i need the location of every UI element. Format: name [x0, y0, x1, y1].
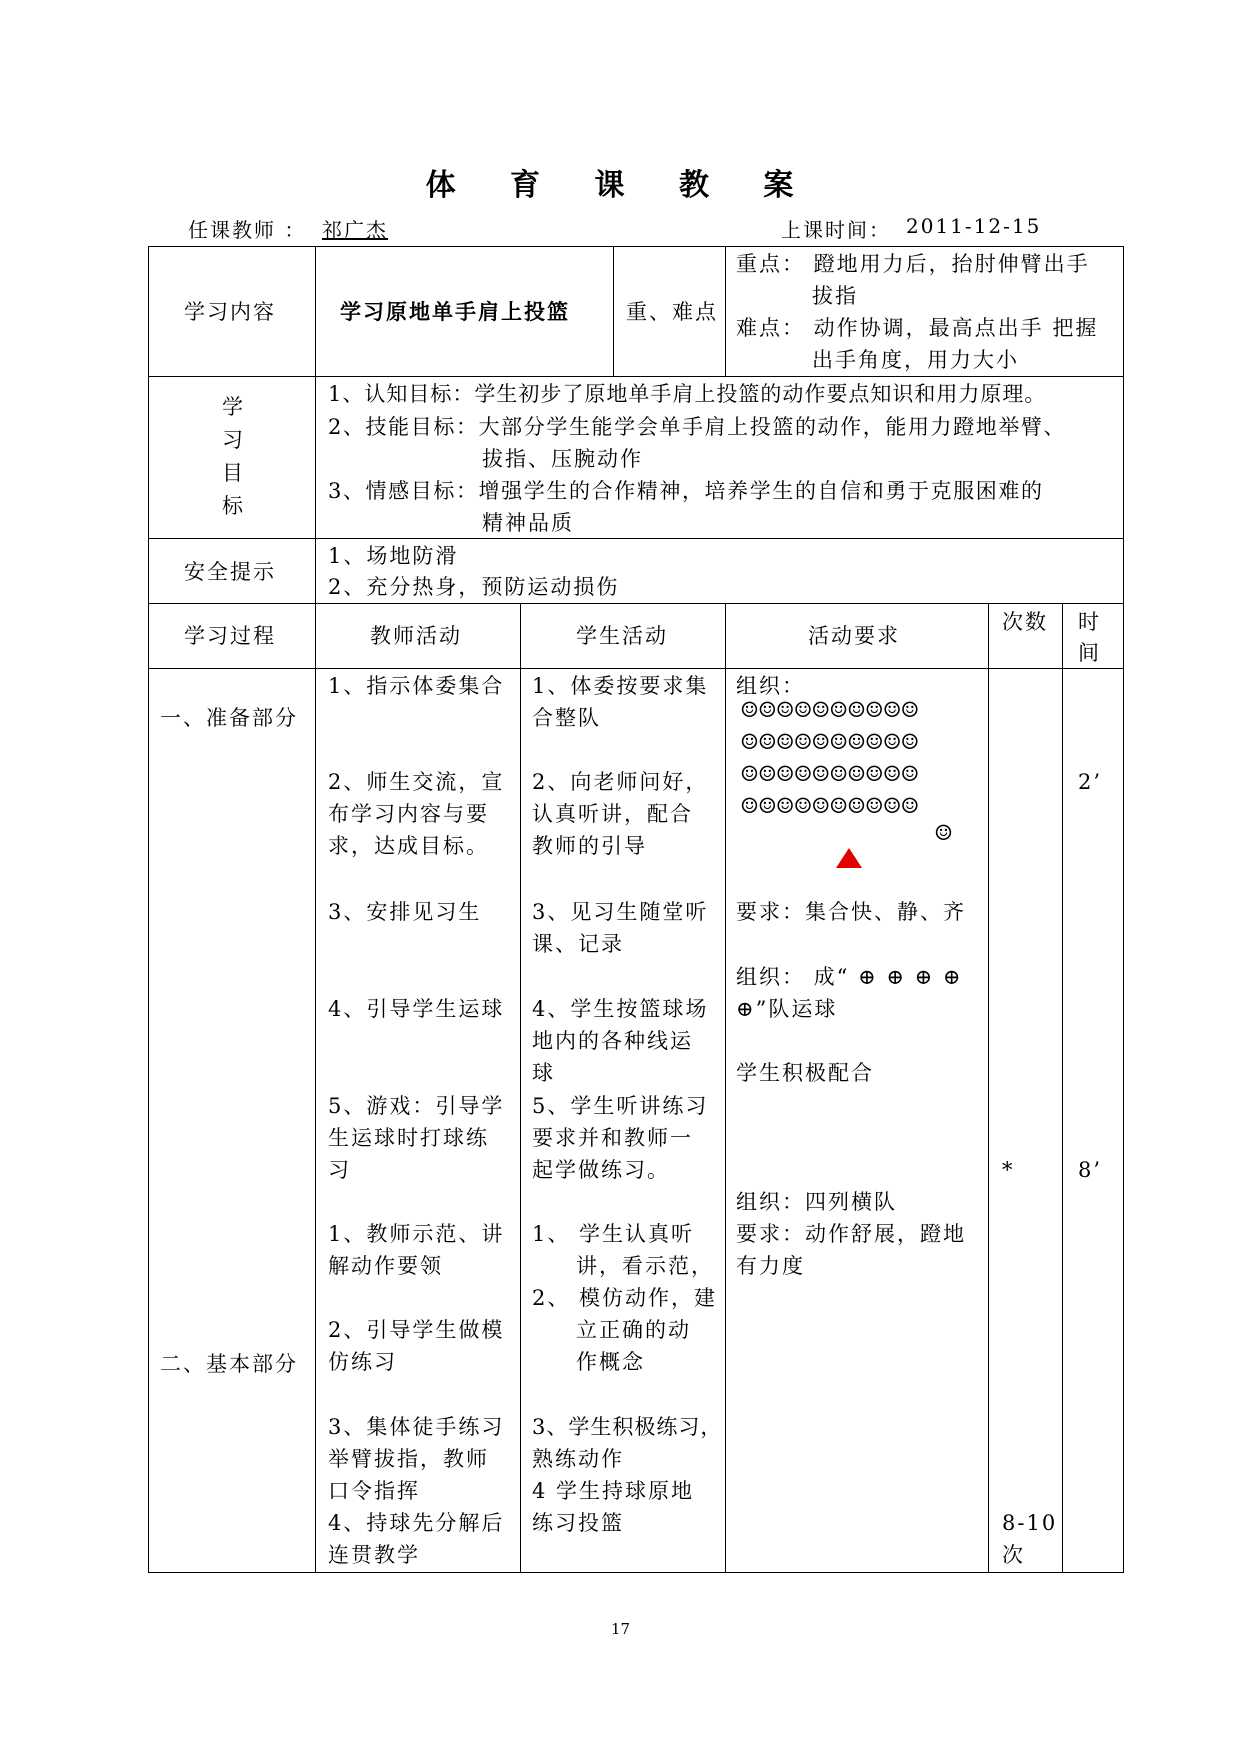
date-value: 2011-12-15 [906, 214, 1042, 238]
formation-row: ☺☺☺☺☺☺☺☺☺☺ [740, 794, 919, 818]
student-line: 教师的引导 [532, 834, 647, 858]
goal-line: 精神品质 [482, 511, 574, 535]
teacher-line: 求，达成目标。 [328, 834, 489, 858]
date-label: 上课时间： [781, 218, 891, 242]
goals-label-char: 标 [222, 494, 245, 518]
student-line: 1、 学生认真听 [532, 1222, 695, 1246]
student-line: 4 学生持球原地 [532, 1479, 695, 1503]
teacher-line: 习 [328, 1158, 351, 1182]
teacher-name: 祁广杰 [322, 218, 388, 242]
count-value: * [1002, 1158, 1015, 1182]
teacher-line: 仿练习 [328, 1350, 397, 1374]
page-title: 体 育 课 教 案 [425, 168, 816, 203]
student-line: 球 [532, 1061, 555, 1085]
formation-row: ☺☺☺☺☺☺☺☺☺☺ [740, 730, 919, 754]
key-point-line: 拔指 [812, 284, 858, 308]
student-line: 作概念 [576, 1350, 645, 1374]
teacher-line: 3、集体徒手练习 [328, 1415, 505, 1439]
key-points-label: 重、难点 [626, 300, 718, 324]
goals-label-char: 习 [222, 428, 245, 452]
teacher-line: 解动作要领 [328, 1254, 443, 1278]
time-value: 8’ [1078, 1158, 1103, 1182]
count-value: 次 [1002, 1543, 1025, 1567]
row-divider [148, 538, 1124, 539]
section-basic: 二、基本部分 [160, 1352, 298, 1376]
page-number: 17 [610, 1620, 631, 1638]
teacher-line: 布学习内容与要 [328, 802, 489, 826]
student-line: 合整队 [532, 706, 601, 730]
header-require: 活动要求 [808, 624, 900, 648]
student-line: 熟练动作 [532, 1447, 624, 1471]
header-teacher: 教师活动 [370, 624, 462, 648]
teacher-line: 1、教师示范、讲 [328, 1222, 505, 1246]
key-point-line: 重点： 蹬地用力后，抬肘伸臂出手 [736, 252, 1090, 276]
teacher-line: 口令指挥 [328, 1479, 420, 1503]
goals-label-char: 目 [222, 461, 245, 485]
header-student: 学生活动 [576, 624, 668, 648]
column-divider [1062, 603, 1063, 1573]
require-line: 学生积极配合 [736, 1061, 874, 1085]
teacher-line: 生运球时打球练 [328, 1126, 489, 1150]
student-line: 2、 模仿动作，建 [532, 1286, 718, 1310]
require-line: 要求：动作舒展，蹬地 [736, 1222, 966, 1246]
formation-row: ☺☺☺☺☺☺☺☺☺☺ [740, 762, 919, 786]
teacher-line: 4、引导学生运球 [328, 997, 505, 1021]
teacher-line: 1、指示体委集合 [328, 674, 505, 698]
teacher-position-triangle-icon [836, 848, 862, 868]
teacher-line: 连贯教学 [328, 1543, 420, 1567]
require-line: 组织：四列横队 [736, 1190, 897, 1214]
student-line: 起学做练习。 [532, 1158, 670, 1182]
formation-marker: ☺ [934, 821, 952, 845]
student-line: 3、学生积极练习， [532, 1415, 723, 1439]
teacher-line: 3、安排见习生 [328, 900, 482, 924]
row-divider [148, 668, 1124, 669]
teacher-label: 任课教师 ： [188, 218, 307, 242]
column-divider [725, 603, 726, 1573]
safety-line: 1、场地防滑 [328, 544, 459, 568]
student-line: 练习投篮 [532, 1511, 624, 1535]
require-line: 要求：集合快、静、齐 [736, 900, 966, 924]
section-prep: 一、准备部分 [160, 706, 298, 730]
require-line: 组织： 成“ ⊕ ⊕ ⊕ ⊕ [736, 965, 963, 989]
goal-line: 拔指、压腕动作 [482, 447, 643, 471]
require-line: ⊕”队运球 [736, 997, 838, 1021]
teacher-line: 5、游戏：引导学 [328, 1094, 505, 1118]
student-line: 认真听讲，配合 [532, 802, 693, 826]
row-divider [148, 603, 1124, 604]
student-line: 立正确的动 [576, 1318, 691, 1342]
goals-label-char: 学 [222, 395, 245, 419]
goal-line: 2、技能目标：大部分学生能学会单手肩上投篮的动作，能用力蹬地举臂、 [328, 415, 1067, 439]
teacher-line: 举臂拔指，教师 [328, 1447, 489, 1471]
teacher-line: 2、师生交流，宣 [328, 770, 505, 794]
header-time-char: 间 [1078, 641, 1101, 665]
student-line: 课、记录 [532, 932, 624, 956]
header-process: 学习过程 [184, 624, 276, 648]
column-divider [613, 246, 614, 376]
student-line: 5、学生听讲练习 [532, 1094, 709, 1118]
student-line: 地内的各种线运 [532, 1029, 693, 1053]
column-divider [315, 246, 316, 1573]
require-line: 组织： [736, 674, 805, 698]
content-value: 学习原地单手肩上投篮 [340, 299, 570, 324]
student-line: 讲，看示范， [576, 1254, 714, 1278]
student-line: 3、见习生随堂听 [532, 900, 709, 924]
header-count: 次数 [1002, 610, 1048, 634]
goal-line: 1、认知目标：学生初步了原地单手肩上投篮的动作要点知识和用力原理。 [328, 382, 1047, 406]
count-value: 8-10 [1002, 1511, 1058, 1535]
header-time-char: 时 [1078, 610, 1101, 634]
content-label: 学习内容 [184, 300, 276, 324]
require-line: 有力度 [736, 1254, 805, 1278]
key-point-line: 难点： 动作协调，最高点出手 把握 [736, 316, 1099, 340]
row-divider [148, 376, 1124, 377]
safety-label: 安全提示 [184, 560, 276, 584]
safety-line: 2、充分热身，预防运动损伤 [328, 575, 620, 599]
goal-line: 3、情感目标：增强学生的合作精神，培养学生的自信和勇于克服困难的 [328, 479, 1044, 503]
column-divider [988, 603, 989, 1573]
teacher-line: 4、持球先分解后 [328, 1511, 505, 1535]
student-line: 1、体委按要求集 [532, 674, 709, 698]
key-point-line: 出手角度，用力大小 [812, 348, 1019, 372]
column-divider [520, 603, 521, 1573]
column-divider [725, 246, 726, 376]
student-line: 要求并和教师一 [532, 1126, 693, 1150]
time-value: 2’ [1078, 770, 1103, 794]
student-line: 2、向老师问好， [532, 770, 709, 794]
student-line: 4、学生按篮球场 [532, 997, 709, 1021]
teacher-line: 2、引导学生做模 [328, 1318, 505, 1342]
formation-row: ☺☺☺☺☺☺☺☺☺☺ [740, 698, 919, 722]
